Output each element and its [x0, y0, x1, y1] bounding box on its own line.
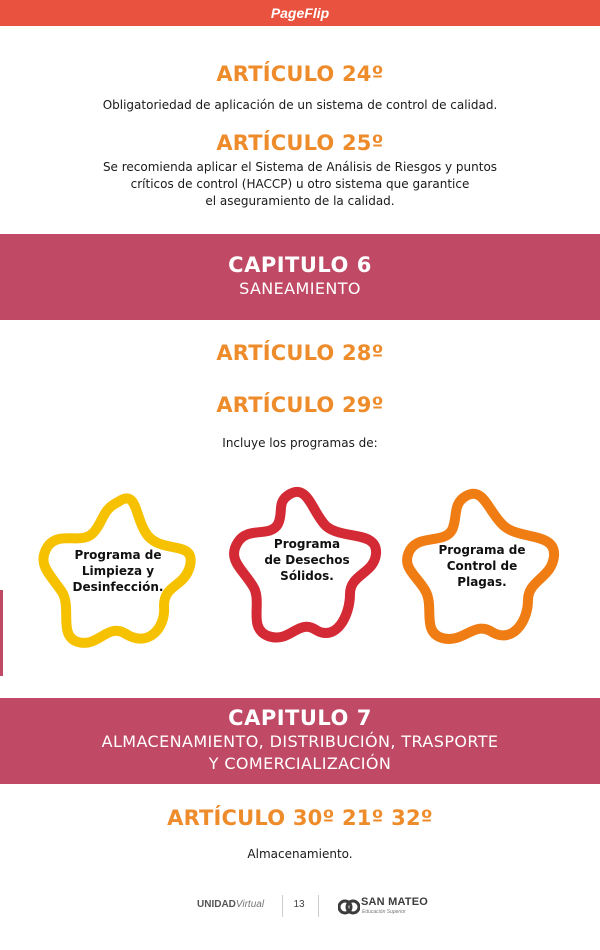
program-limpieza-shape	[38, 488, 198, 654]
program-label-line: Control de	[446, 559, 518, 573]
program-label-line: de Desechos	[264, 553, 350, 567]
program-label-line: Programa de	[438, 543, 526, 557]
article-25-title: ARTÍCULO 25º	[216, 131, 384, 155]
program-label-line: Desinfección.	[72, 580, 164, 594]
program-label-line: Sólidos.	[280, 569, 334, 583]
chapter-6-subtitle: SANEAMIENTO	[239, 279, 361, 298]
footer-divider	[282, 895, 283, 917]
pageflip-header-bar	[0, 0, 600, 26]
program-label-line: Programa de	[74, 548, 162, 562]
san-mateo-logo-icon	[338, 896, 360, 918]
chapter-7-title: CAPITULO 7	[228, 706, 372, 730]
article-30-text: Almacenamiento.	[247, 847, 353, 861]
footer-divider	[318, 895, 319, 917]
program-desechos-shape	[228, 486, 386, 648]
chapter-6-title: CAPITULO 6	[228, 253, 372, 277]
program-plagas-shape	[400, 488, 564, 650]
chapter-6-band	[0, 234, 600, 320]
san-mateo-logo	[338, 893, 428, 921]
article-25-line: Se recomienda aplicar el Sistema de Análisis de Riesgos y puntos	[102, 160, 498, 174]
program-limpieza-label	[38, 488, 198, 654]
chapter-7-subtitle-line: Y COMERCIALIZACIÓN	[208, 754, 392, 773]
pageflip-title: PageFlip	[270, 5, 330, 21]
brand-bold-text: UNIDAD	[197, 899, 236, 910]
article-25-line: el aseguramiento de la calidad.	[205, 194, 395, 208]
program-plagas-label	[400, 488, 564, 650]
left-edge-accent	[0, 590, 3, 676]
logo-name: SAN MATEO	[361, 896, 428, 908]
chapter-7-subtitle-line: ALMACENAMIENTO, DISTRIBUCIÓN, TRASPORTE	[101, 732, 499, 751]
article-29-title: ARTÍCULO 29º	[216, 393, 384, 417]
unidad-virtual-logo	[197, 899, 264, 910]
chapter-7-band	[0, 698, 600, 784]
article-30-title: ARTÍCULO 30º 21º 32º	[167, 806, 433, 830]
logo-tagline: Educación Superior	[362, 909, 406, 915]
article-24-text: Obligatoriedad de aplicación de un sistema de control de calidad.	[102, 98, 498, 112]
program-label-line: Programa	[273, 537, 341, 551]
article-25-line: críticos de control (HACCP) u otro sistema que garantice	[130, 177, 470, 191]
article-24-title: ARTÍCULO 24º	[216, 62, 384, 86]
page-footer	[0, 890, 600, 924]
article-29-text: Incluye los programas de:	[222, 436, 378, 450]
article-28-title: ARTÍCULO 28º	[216, 341, 384, 365]
program-label-line: Plagas.	[457, 575, 507, 589]
brand-light-text: Virtual	[235, 899, 265, 910]
program-label-line: Limpieza y	[81, 564, 155, 578]
article-25-text	[0, 159, 600, 210]
page-number: 13	[293, 899, 305, 910]
program-desechos-label	[228, 486, 386, 648]
